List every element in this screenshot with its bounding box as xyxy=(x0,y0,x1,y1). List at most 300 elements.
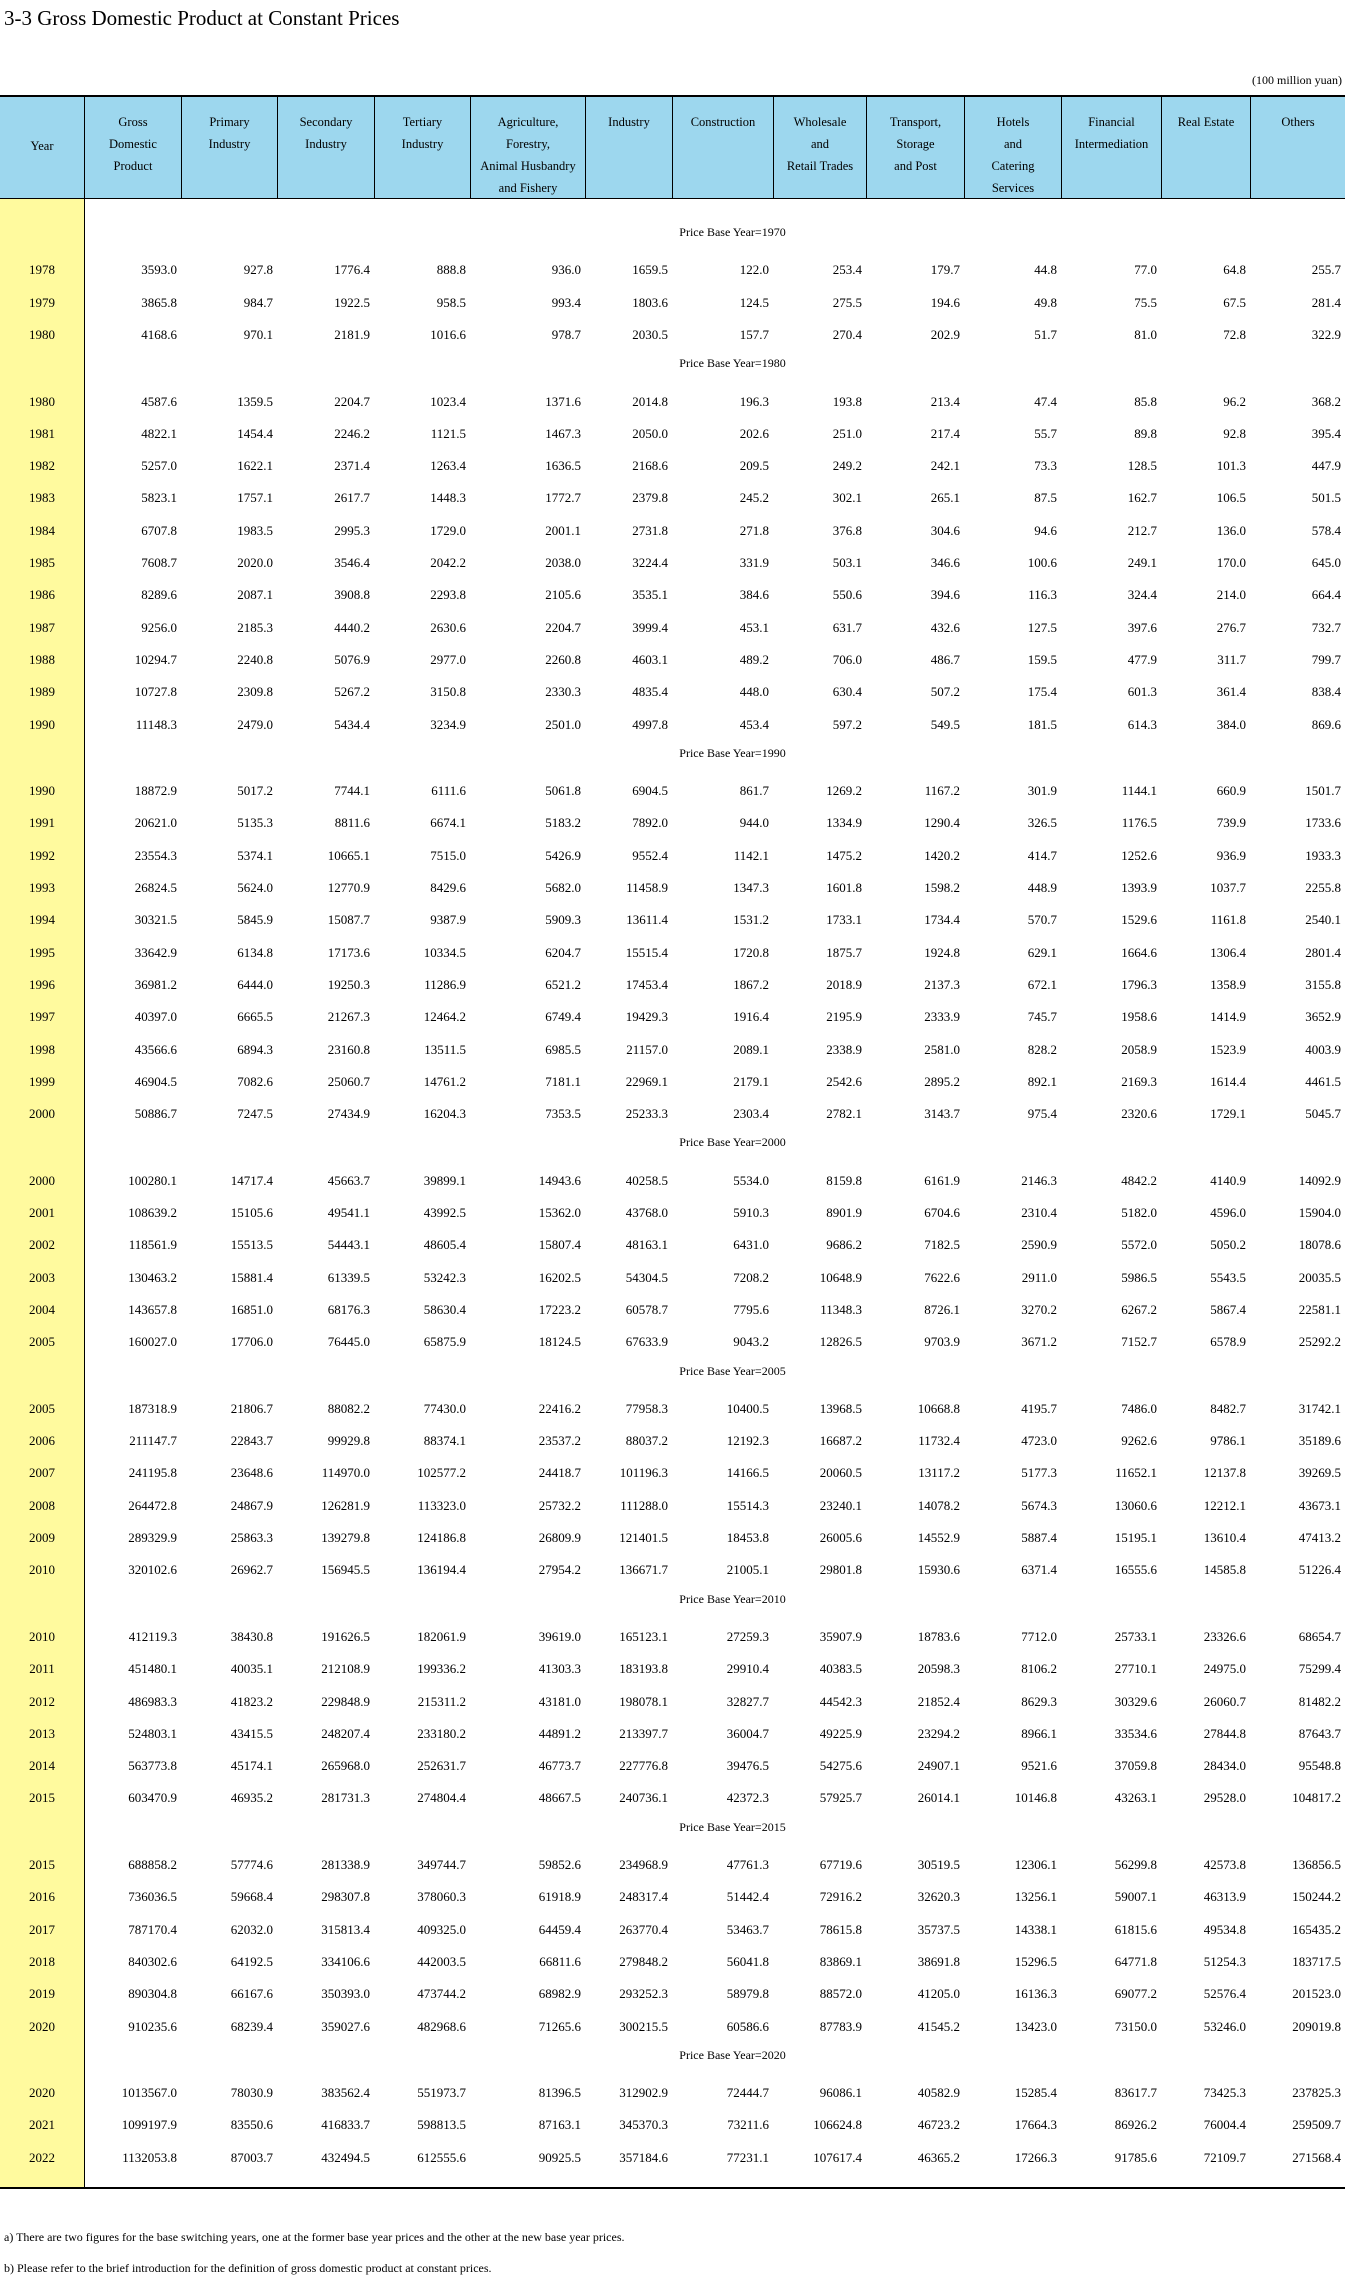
value-cell-hotels: 9521.6 xyxy=(1021,1758,1057,1774)
value-cell-others: 732.7 xyxy=(1311,619,1341,635)
value-cell-hotels: 15296.5 xyxy=(1014,1953,1057,1969)
value-cell-gdp: 6707.8 xyxy=(141,522,177,538)
value-cell-gdp: 3593.0 xyxy=(141,262,177,278)
value-cell-others: 447.9 xyxy=(1311,458,1341,474)
value-cell-primary: 2087.1 xyxy=(237,587,273,603)
value-cell-realestate: 72109.7 xyxy=(1203,2149,1246,2165)
value-cell-tertiary: 12464.2 xyxy=(423,1009,466,1025)
value-cell-financial: 5182.0 xyxy=(1121,1205,1157,1220)
value-cell-financial: 477.9 xyxy=(1127,651,1157,667)
value-cell-transport: 40582.9 xyxy=(917,2085,960,2101)
value-cell-agri: 2501.0 xyxy=(545,716,581,732)
value-cell-others: 578.4 xyxy=(1311,522,1341,538)
value-cell-tertiary: 7515.0 xyxy=(430,847,466,863)
year-cell: 1990 xyxy=(29,716,55,732)
value-cell-industry: 263770.4 xyxy=(619,1921,668,1937)
year-cell: 2011 xyxy=(29,1661,55,1677)
section-label: Price Base Year=2005 xyxy=(679,1363,786,1378)
value-cell-wholesale: 67719.6 xyxy=(819,1857,862,1872)
value-cell-tertiary: 48605.4 xyxy=(423,1237,466,1253)
value-cell-construction: 1142.1 xyxy=(733,847,769,863)
value-cell-wholesale: 706.0 xyxy=(832,651,862,667)
value-cell-financial: 2058.9 xyxy=(1121,1041,1157,1057)
year-cell: 1995 xyxy=(29,944,55,960)
value-cell-agri: 5682.0 xyxy=(545,880,581,895)
value-cell-tertiary: 58630.4 xyxy=(423,1301,466,1317)
value-cell-construction: 271.8 xyxy=(739,522,769,538)
value-cell-primary: 25863.3 xyxy=(230,1530,273,1545)
value-cell-construction: 72444.7 xyxy=(726,2085,769,2101)
value-cell-agri: 6749.4 xyxy=(545,1009,581,1025)
value-cell-industry: 136671.7 xyxy=(619,1562,668,1578)
value-cell-construction: 5534.0 xyxy=(733,1172,769,1188)
value-cell-realestate: 27844.8 xyxy=(1203,1725,1246,1741)
column-header-line: Industry xyxy=(608,115,650,129)
value-cell-primary: 6894.3 xyxy=(237,1041,273,1057)
value-cell-transport: 32620.3 xyxy=(917,1889,960,1905)
value-cell-realestate: 5543.5 xyxy=(1210,1269,1246,1285)
value-cell-tertiary: 252631.7 xyxy=(417,1758,466,1774)
column-header-industry xyxy=(585,97,672,199)
value-cell-transport: 18783.6 xyxy=(917,1628,960,1644)
year-cell: 2022 xyxy=(29,2149,55,2165)
value-cell-agri: 66811.6 xyxy=(539,1953,581,1969)
value-cell-gdp: 736036.5 xyxy=(128,1889,177,1905)
column-header-construction xyxy=(672,97,773,199)
value-cell-secondary: 17173.6 xyxy=(327,944,370,960)
value-cell-construction: 1347.3 xyxy=(733,880,769,895)
value-cell-others: 22581.1 xyxy=(1298,1301,1341,1317)
value-cell-industry: 1659.5 xyxy=(632,262,668,278)
value-cell-transport: 486.7 xyxy=(930,651,960,667)
value-cell-agri: 5909.3 xyxy=(545,912,581,928)
value-cell-transport: 14078.2 xyxy=(917,1497,960,1513)
value-cell-tertiary: 378060.3 xyxy=(417,1889,466,1905)
column-header-line: and Fishery xyxy=(498,181,558,195)
value-cell-gdp: 211147.7 xyxy=(129,1433,177,1449)
value-cell-transport: 1167.2 xyxy=(924,783,960,799)
value-cell-primary: 2309.8 xyxy=(237,684,273,700)
value-cell-tertiary: 274804.4 xyxy=(417,1790,466,1806)
value-cell-industry: 2731.8 xyxy=(632,522,668,538)
year-cell: 2021 xyxy=(29,2117,55,2133)
value-cell-gdp: 3865.8 xyxy=(141,294,177,310)
value-cell-hotels: 4195.7 xyxy=(1021,1400,1057,1416)
value-cell-hotels: 12306.1 xyxy=(1014,1857,1057,1872)
value-cell-others: 104817.2 xyxy=(1292,1790,1341,1806)
value-cell-wholesale: 8159.8 xyxy=(826,1172,862,1188)
value-cell-construction: 14166.5 xyxy=(726,1465,769,1481)
year-cell: 2004 xyxy=(29,1301,55,1317)
year-cell: 1978 xyxy=(29,262,55,278)
value-cell-primary: 5624.0 xyxy=(237,880,273,895)
value-cell-secondary: 3908.8 xyxy=(334,587,370,603)
value-cell-realestate: 1037.7 xyxy=(1210,880,1246,895)
value-cell-transport: 549.5 xyxy=(930,716,960,732)
value-cell-others: 3155.8 xyxy=(1305,976,1341,992)
value-cell-hotels: 301.9 xyxy=(1027,783,1057,799)
value-cell-industry: 3999.4 xyxy=(632,619,668,635)
value-cell-agri: 81396.5 xyxy=(538,2085,581,2101)
value-cell-wholesale: 96086.1 xyxy=(819,2085,862,2101)
value-cell-agri: 59852.6 xyxy=(538,1857,581,1872)
value-cell-realestate: 9786.1 xyxy=(1210,1433,1246,1449)
value-cell-others: 1501.7 xyxy=(1305,783,1341,799)
value-cell-gdp: 50886.7 xyxy=(134,1106,177,1122)
value-cell-hotels: 8966.1 xyxy=(1021,1725,1057,1741)
value-cell-industry: 248317.4 xyxy=(619,1889,668,1905)
value-cell-agri: 68982.9 xyxy=(538,1986,581,2002)
column-header-line: Animal Husbandry xyxy=(480,159,576,173)
value-cell-transport: 46365.2 xyxy=(917,2149,960,2165)
value-cell-construction: 944.0 xyxy=(739,815,769,831)
value-cell-hotels: 87.5 xyxy=(1034,490,1057,506)
value-cell-gdp: 4822.1 xyxy=(141,425,177,441)
value-cell-financial: 7152.7 xyxy=(1121,1334,1157,1350)
value-cell-realestate: 51254.3 xyxy=(1203,1953,1246,1969)
value-cell-primary: 22843.7 xyxy=(230,1433,273,1449)
value-cell-industry: 4997.8 xyxy=(632,716,668,732)
value-cell-others: 281.4 xyxy=(1311,294,1341,310)
column-header-transport xyxy=(866,97,964,199)
value-cell-others: 664.4 xyxy=(1311,587,1341,603)
value-cell-wholesale: 88572.0 xyxy=(819,1986,862,2002)
value-cell-primary: 21806.7 xyxy=(230,1400,273,1416)
value-cell-realestate: 28434.0 xyxy=(1203,1758,1246,1774)
value-cell-realestate: 1523.9 xyxy=(1210,1041,1246,1057)
value-cell-agri: 41303.3 xyxy=(538,1661,581,1677)
year-cell: 1979 xyxy=(29,294,55,310)
value-cell-financial: 1664.6 xyxy=(1121,944,1157,960)
value-cell-transport: 7622.6 xyxy=(924,1269,960,1285)
value-cell-hotels: 44.8 xyxy=(1034,262,1057,278)
value-cell-financial: 249.1 xyxy=(1127,555,1157,570)
value-cell-secondary: 68176.3 xyxy=(327,1301,370,1317)
value-cell-transport: 41545.2 xyxy=(917,2018,960,2034)
table-bottom-rule xyxy=(0,2187,1345,2189)
year-cell: 2005 xyxy=(29,1334,55,1350)
value-cell-others: 5045.7 xyxy=(1305,1106,1341,1122)
section-label: Price Base Year=2020 xyxy=(679,2047,786,2062)
value-cell-hotels: 127.5 xyxy=(1027,619,1057,635)
value-cell-primary: 45174.1 xyxy=(230,1758,273,1774)
column-header-line: Intermediation xyxy=(1074,137,1149,151)
value-cell-transport: 1290.4 xyxy=(924,815,960,831)
value-cell-secondary: 12770.9 xyxy=(327,880,370,895)
value-cell-wholesale: 9686.2 xyxy=(826,1237,862,1253)
value-cell-primary: 14717.4 xyxy=(230,1172,273,1188)
value-cell-wholesale: 193.8 xyxy=(832,393,862,409)
value-cell-realestate: 12212.1 xyxy=(1203,1497,1246,1513)
value-cell-primary: 26962.7 xyxy=(230,1562,273,1578)
value-cell-agri: 26809.9 xyxy=(538,1530,581,1545)
value-cell-transport: 24907.1 xyxy=(917,1758,960,1774)
value-cell-agri: 2204.7 xyxy=(545,619,581,635)
value-cell-transport: 9703.9 xyxy=(924,1334,960,1350)
value-cell-secondary: 432494.5 xyxy=(321,2149,370,2165)
value-cell-primary: 927.8 xyxy=(243,262,273,278)
value-cell-financial: 324.4 xyxy=(1127,587,1157,603)
value-cell-tertiary: 482968.6 xyxy=(417,2018,466,2034)
value-cell-wholesale: 10648.9 xyxy=(819,1269,862,1285)
value-cell-gdp: 1099197.9 xyxy=(121,2117,177,2133)
value-cell-financial: 89.8 xyxy=(1134,425,1157,441)
value-cell-transport: 394.6 xyxy=(930,587,960,603)
value-cell-financial: 30329.6 xyxy=(1114,1693,1157,1709)
value-cell-hotels: 672.1 xyxy=(1027,976,1057,992)
value-cell-financial: 86926.2 xyxy=(1114,2117,1157,2133)
value-cell-primary: 66167.6 xyxy=(230,1986,273,2002)
value-cell-secondary: 265968.0 xyxy=(321,1758,370,1774)
value-cell-transport: 3143.7 xyxy=(924,1106,960,1122)
value-cell-financial: 212.7 xyxy=(1127,522,1157,538)
value-cell-primary: 2020.0 xyxy=(237,555,273,570)
value-cell-hotels: 570.7 xyxy=(1027,912,1057,928)
value-cell-agri: 24418.7 xyxy=(538,1465,581,1481)
value-cell-hotels: 16136.3 xyxy=(1014,1986,1057,2002)
value-cell-industry: 240736.1 xyxy=(619,1790,668,1806)
value-cell-hotels: 745.7 xyxy=(1027,1009,1057,1025)
value-cell-others: 259509.7 xyxy=(1292,2117,1341,2133)
value-cell-transport: 6704.6 xyxy=(924,1205,960,1220)
value-cell-secondary: 229848.9 xyxy=(321,1693,370,1709)
value-cell-secondary: 7744.1 xyxy=(334,783,370,799)
value-cell-realestate: 73425.3 xyxy=(1203,2085,1246,2101)
value-cell-wholesale: 107617.4 xyxy=(813,2149,862,2165)
value-cell-transport: 432.6 xyxy=(930,619,960,635)
value-cell-realestate: 5867.4 xyxy=(1210,1301,1246,1317)
value-cell-industry: 17453.4 xyxy=(625,976,668,992)
value-cell-transport: 2333.9 xyxy=(924,1009,960,1025)
value-cell-tertiary: 888.8 xyxy=(436,262,466,278)
value-cell-gdp: 9256.0 xyxy=(141,619,177,635)
value-cell-realestate: 1358.9 xyxy=(1210,976,1246,992)
value-cell-gdp: 160027.0 xyxy=(128,1334,177,1350)
value-cell-transport: 179.7 xyxy=(930,262,960,278)
year-cell: 2007 xyxy=(29,1465,55,1481)
value-cell-construction: 1867.2 xyxy=(733,976,769,992)
value-cell-financial: 56299.8 xyxy=(1114,1857,1157,1872)
value-cell-realestate: 67.5 xyxy=(1223,294,1246,310)
value-cell-tertiary: 113323.0 xyxy=(417,1497,466,1513)
value-cell-hotels: 8629.3 xyxy=(1021,1693,1057,1709)
value-cell-primary: 59668.4 xyxy=(230,1889,273,1905)
value-cell-gdp: 118561.9 xyxy=(128,1237,177,1253)
value-cell-industry: 4603.1 xyxy=(632,651,668,667)
value-cell-industry: 2014.8 xyxy=(632,393,668,409)
value-cell-industry: 111288.0 xyxy=(620,1497,668,1513)
value-cell-realestate: 72.8 xyxy=(1223,326,1246,342)
value-cell-construction: 1916.4 xyxy=(733,1009,769,1025)
value-cell-others: 183717.5 xyxy=(1292,1953,1341,1969)
value-cell-primary: 87003.7 xyxy=(230,2149,273,2165)
unit-label: (100 million yuan) xyxy=(1252,73,1342,87)
value-cell-tertiary: 2042.2 xyxy=(430,555,466,570)
value-cell-primary: 970.1 xyxy=(243,326,273,342)
value-cell-financial: 16555.6 xyxy=(1114,1562,1157,1578)
value-cell-agri: 27954.2 xyxy=(538,1562,581,1578)
value-cell-financial: 11652.1 xyxy=(1115,1465,1157,1481)
value-cell-wholesale: 11348.3 xyxy=(820,1301,862,1317)
value-cell-others: 869.6 xyxy=(1311,716,1341,732)
value-cell-hotels: 3270.2 xyxy=(1021,1301,1057,1317)
value-cell-agri: 5426.9 xyxy=(545,847,581,863)
value-cell-financial: 397.6 xyxy=(1127,619,1157,635)
value-cell-agri: 90925.5 xyxy=(538,2149,581,2165)
value-cell-construction: 209.5 xyxy=(739,458,769,474)
value-cell-financial: 1958.6 xyxy=(1121,1009,1157,1025)
value-cell-financial: 75.5 xyxy=(1134,294,1157,310)
year-cell: 1991 xyxy=(29,815,55,831)
value-cell-secondary: 5076.9 xyxy=(334,651,370,667)
value-cell-agri: 39619.0 xyxy=(538,1628,581,1644)
value-cell-hotels: 15285.4 xyxy=(1014,2085,1057,2101)
year-cell: 1982 xyxy=(29,458,55,474)
value-cell-others: 2801.4 xyxy=(1305,944,1341,960)
value-cell-others: 165435.2 xyxy=(1292,1921,1341,1937)
year-cell: 1990 xyxy=(29,783,55,799)
value-cell-transport: 15930.6 xyxy=(917,1562,960,1578)
value-cell-secondary: 61339.5 xyxy=(327,1269,370,1285)
value-cell-industry: 2379.8 xyxy=(632,490,668,506)
value-cell-transport: 6161.9 xyxy=(924,1172,960,1188)
value-cell-gdp: 412119.3 xyxy=(128,1628,177,1644)
value-cell-agri: 71265.6 xyxy=(538,2018,581,2034)
value-cell-construction: 27259.3 xyxy=(726,1628,769,1644)
value-cell-others: 838.4 xyxy=(1311,684,1341,700)
year-cell: 2015 xyxy=(29,1857,55,1872)
value-cell-realestate: 96.2 xyxy=(1223,393,1246,409)
value-cell-realestate: 26060.7 xyxy=(1203,1693,1246,1709)
year-cell: 1980 xyxy=(29,326,55,342)
value-cell-transport: 2137.3 xyxy=(924,976,960,992)
value-cell-tertiary: 136194.4 xyxy=(417,1562,466,1578)
value-cell-industry: 19429.3 xyxy=(625,1009,668,1025)
year-cell: 1992 xyxy=(29,847,55,863)
value-cell-others: 322.9 xyxy=(1311,326,1341,342)
year-cell: 2000 xyxy=(29,1172,55,1188)
value-cell-financial: 2169.3 xyxy=(1121,1073,1157,1089)
value-cell-construction: 32827.7 xyxy=(726,1693,769,1709)
value-cell-secondary: 334106.6 xyxy=(321,1953,370,1969)
value-cell-wholesale: 16687.2 xyxy=(819,1433,862,1449)
value-cell-others: 47413.2 xyxy=(1298,1530,1341,1545)
value-cell-primary: 41823.2 xyxy=(230,1693,273,1709)
value-cell-transport: 38691.8 xyxy=(917,1953,960,1969)
value-cell-financial: 1529.6 xyxy=(1121,912,1157,928)
value-cell-primary: 23648.6 xyxy=(230,1465,273,1481)
value-cell-construction: 5910.3 xyxy=(733,1205,769,1220)
value-cell-others: 150244.2 xyxy=(1292,1889,1341,1905)
value-cell-tertiary: 53242.3 xyxy=(423,1269,466,1285)
value-cell-wholesale: 54275.6 xyxy=(819,1758,862,1774)
value-cell-gdp: 33642.9 xyxy=(134,944,177,960)
value-cell-transport: 46723.2 xyxy=(917,2117,960,2133)
value-cell-agri: 2330.3 xyxy=(545,684,581,700)
value-cell-tertiary: 349744.7 xyxy=(417,1857,466,1872)
value-cell-tertiary: 9387.9 xyxy=(430,912,466,928)
data-table xyxy=(0,95,1345,2188)
value-cell-others: 255.7 xyxy=(1311,262,1341,278)
column-header-line: Domestic xyxy=(109,137,157,151)
value-cell-primary: 83550.6 xyxy=(230,2117,273,2133)
year-cell: 1985 xyxy=(29,555,55,570)
value-cell-transport: 21852.4 xyxy=(917,1693,960,1709)
value-cell-gdp: 5823.1 xyxy=(141,490,177,506)
value-cell-others: 799.7 xyxy=(1311,651,1341,667)
value-cell-agri: 7353.5 xyxy=(545,1106,581,1122)
value-cell-gdp: 7608.7 xyxy=(141,555,177,570)
value-cell-wholesale: 78615.8 xyxy=(819,1921,862,1937)
value-cell-others: 39269.5 xyxy=(1298,1465,1341,1481)
value-cell-transport: 41205.0 xyxy=(917,1986,960,2002)
value-cell-gdp: 486983.3 xyxy=(128,1693,177,1709)
value-cell-construction: 15514.3 xyxy=(726,1497,769,1513)
value-cell-tertiary: 3150.8 xyxy=(430,684,466,700)
value-cell-realestate: 311.7 xyxy=(1217,651,1246,667)
value-cell-wholesale: 23240.1 xyxy=(819,1497,862,1513)
value-cell-gdp: 20621.0 xyxy=(134,815,177,831)
column-header-line: Gross xyxy=(118,115,148,129)
column-header-line: Industry xyxy=(401,137,444,151)
value-cell-primary: 43415.5 xyxy=(230,1725,273,1741)
value-cell-tertiary: 13511.5 xyxy=(424,1041,466,1057)
value-cell-agri: 48667.5 xyxy=(538,1790,581,1806)
value-cell-gdp: 23554.3 xyxy=(134,847,177,863)
column-header-year xyxy=(0,97,84,199)
year-cell: 1998 xyxy=(29,1041,55,1057)
footnote-b: b) Please refer to the brief introduction for the definition of gross domestic product at constant prices. xyxy=(4,2261,492,2275)
value-cell-secondary: 88082.2 xyxy=(327,1400,370,1416)
value-cell-realestate: 1414.9 xyxy=(1210,1009,1246,1025)
column-header-line: Others xyxy=(1281,115,1315,129)
value-cell-others: 2255.8 xyxy=(1305,880,1341,895)
value-cell-wholesale: 2195.9 xyxy=(826,1009,862,1025)
value-cell-primary: 24867.9 xyxy=(230,1497,273,1513)
value-cell-construction: 202.6 xyxy=(739,425,769,441)
value-cell-realestate: 106.5 xyxy=(1216,490,1246,506)
section-label: Price Base Year=1980 xyxy=(679,356,786,371)
year-cell: 2005 xyxy=(29,1400,55,1416)
value-cell-industry: 279848.2 xyxy=(619,1953,668,1969)
value-cell-transport: 217.4 xyxy=(930,425,960,441)
year-cell: 2001 xyxy=(29,1205,55,1220)
value-cell-secondary: 2371.4 xyxy=(334,458,370,474)
value-cell-agri: 6521.2 xyxy=(545,976,581,992)
value-cell-secondary: 2617.7 xyxy=(334,490,370,506)
value-cell-financial: 1252.6 xyxy=(1121,847,1157,863)
value-cell-primary: 7247.5 xyxy=(237,1106,273,1122)
year-cell: 2015 xyxy=(29,1790,55,1806)
year-cell: 1987 xyxy=(29,619,55,635)
value-cell-agri: 993.4 xyxy=(551,294,581,310)
value-cell-primary: 15513.5 xyxy=(230,1237,273,1253)
value-cell-others: 25292.2 xyxy=(1298,1334,1341,1350)
year-cell: 2006 xyxy=(29,1433,55,1449)
value-cell-tertiary: 88374.1 xyxy=(423,1433,466,1449)
value-cell-industry: 7892.0 xyxy=(632,815,668,831)
value-cell-secondary: 5434.4 xyxy=(334,716,370,732)
value-cell-hotels: 2590.9 xyxy=(1021,1237,1057,1253)
value-cell-primary: 2479.0 xyxy=(237,716,273,732)
value-cell-realestate: 29528.0 xyxy=(1203,1790,1246,1806)
value-cell-primary: 38430.8 xyxy=(230,1628,273,1644)
value-cell-construction: 331.9 xyxy=(739,555,769,570)
value-cell-secondary: 416833.7 xyxy=(321,2117,370,2133)
value-cell-agri: 1467.3 xyxy=(545,425,581,441)
value-cell-hotels: 13256.1 xyxy=(1014,1889,1057,1905)
column-header-line: Product xyxy=(113,159,153,173)
